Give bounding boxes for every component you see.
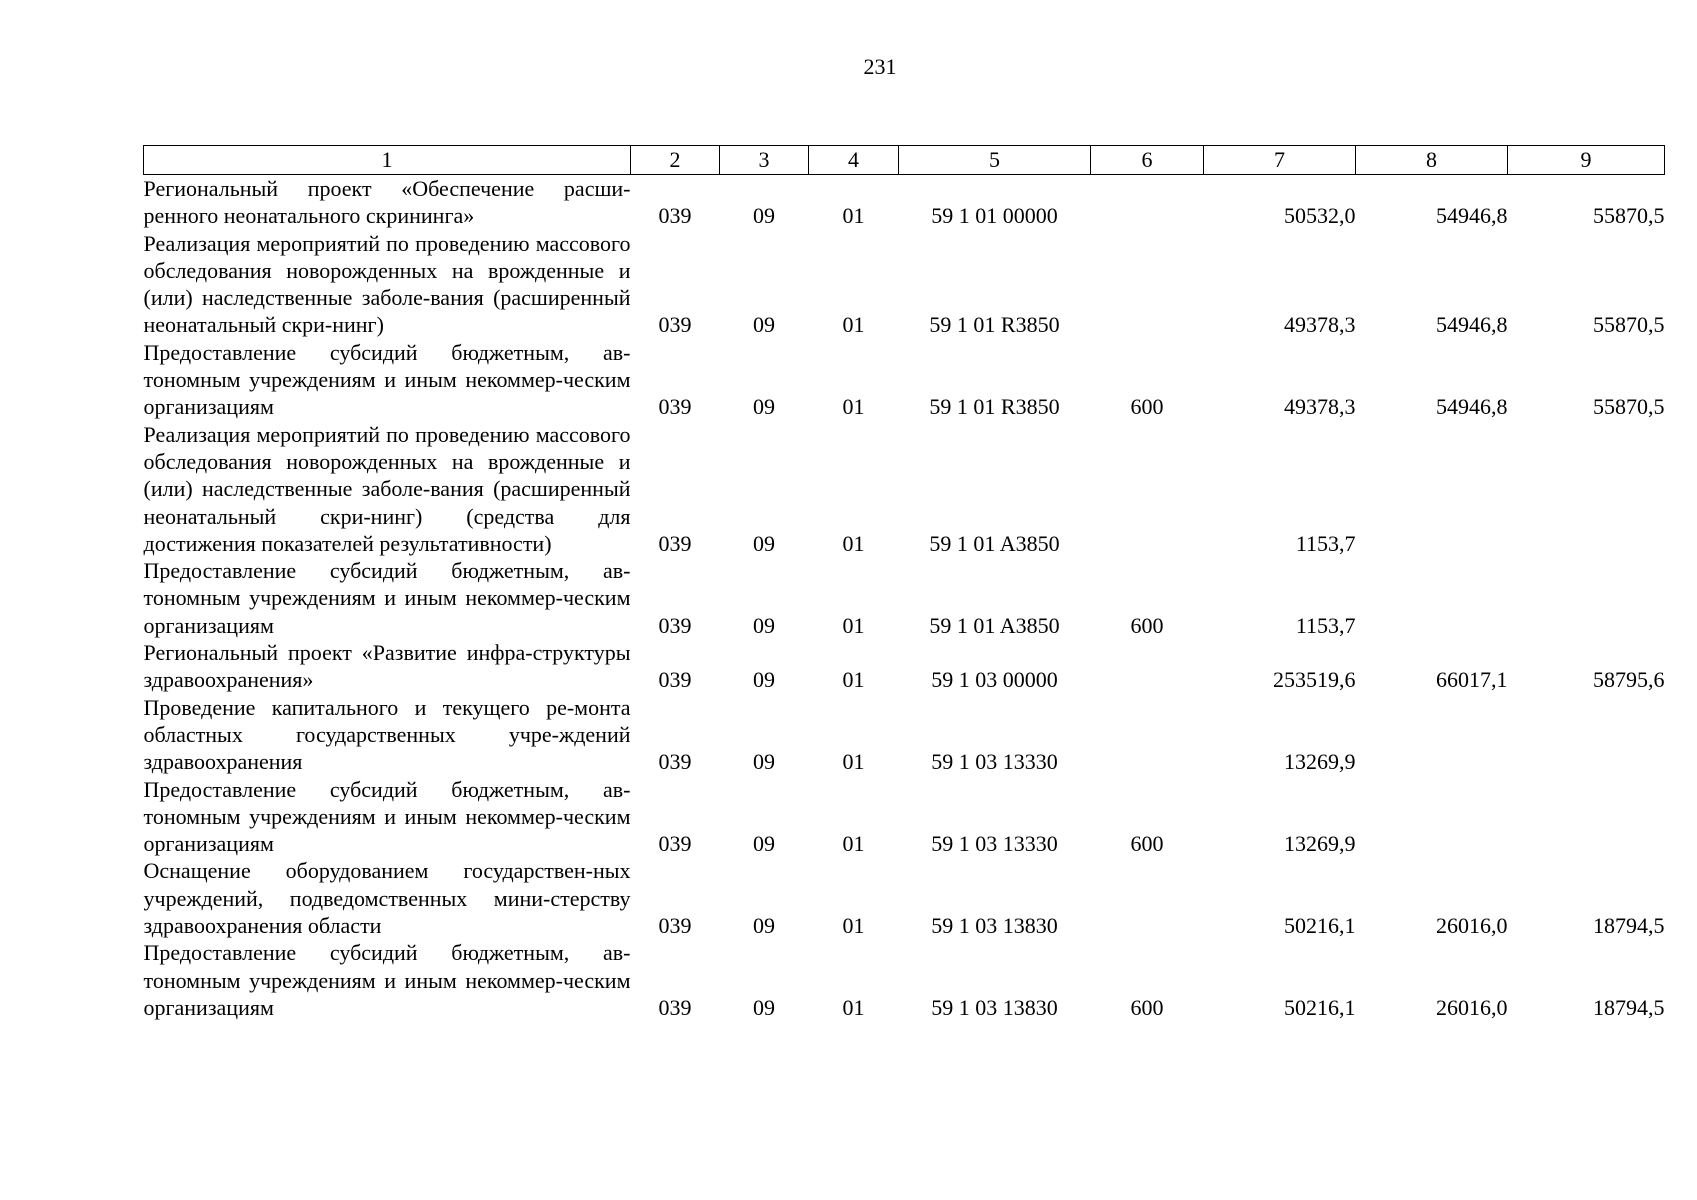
- row-col-8: 66017,1: [1436, 667, 1508, 693]
- row-col-3: 09: [753, 667, 775, 693]
- table-row: [144, 776, 1665, 858]
- row-description: Региональный проект «Обеспечение расши-ренного неонатального скрининга»: [143, 176, 631, 229]
- row-col-7: 13269,9: [1284, 831, 1356, 857]
- row-col-9: 55870,5: [1593, 312, 1665, 338]
- row-col-7: 50216,1: [1284, 994, 1356, 1020]
- row-col-6: [1091, 421, 1204, 557]
- row-col-5: 59 1 03 13830: [931, 913, 1058, 939]
- table-row: [144, 421, 1665, 557]
- row-description: Предоставление субсидий бюджетным, ав-тономным учреждениям и иным некоммер-ческим организациям: [143, 776, 631, 857]
- row-col-7: 13269,9: [1284, 749, 1356, 775]
- row-col-2: 039: [658, 312, 692, 338]
- row-col-2: 039: [658, 530, 692, 556]
- table-body: [144, 175, 1665, 1022]
- row-description: Предоставление субсидий бюджетным, ав-тономным учреждениям и иным некоммер-ческим организациям: [143, 940, 631, 1020]
- row-col-9: 55870,5: [1593, 203, 1665, 229]
- row-col-8: [1356, 421, 1508, 557]
- row-col-4: 01: [842, 394, 865, 420]
- row-description: Реализация мероприятий по проведению массового обследования новорожденных на врожденные и (или) наследственные заболе-вания (расширенный неонатальный скри-нинг) (средства для достижения показателей результативности): [143, 421, 631, 556]
- row-col-7: 253519,6: [1273, 667, 1356, 693]
- row-col-6: [1091, 639, 1204, 694]
- row-description: Предоставление субсидий бюджетным, ав-тономным учреждениям и иным некоммер-ческим организациям: [143, 558, 631, 638]
- row-description: Региональный проект «Развитие инфра-структуры здравоохранения»: [143, 640, 631, 693]
- row-col-5: 59 1 01 A3850: [929, 612, 1060, 638]
- row-col-6: 600: [1130, 831, 1164, 857]
- row-col-2: 039: [658, 667, 692, 693]
- row-col-7: 49378,3: [1284, 394, 1356, 420]
- page-number: 231: [863, 54, 897, 79]
- row-description: Предоставление субсидий бюджетным, ав-тономным учреждениям и иным некоммер-ческим организациям: [143, 339, 631, 420]
- table-header: [144, 146, 1665, 175]
- row-col-8: [1356, 694, 1508, 776]
- row-col-2: 039: [658, 831, 692, 857]
- row-col-7: 50216,1: [1284, 913, 1356, 939]
- header-col-8: 8: [1356, 146, 1508, 175]
- row-col-4: 01: [842, 312, 865, 338]
- row-col-6: [1091, 694, 1204, 776]
- row-col-7: 50532,0: [1284, 203, 1356, 229]
- row-col-3: 09: [753, 994, 775, 1020]
- header-col-4: 4: [809, 146, 899, 175]
- table-row: [144, 230, 1665, 339]
- table-row: [144, 694, 1665, 776]
- budget-table: [143, 145, 1665, 1021]
- row-col-2: 039: [658, 612, 692, 638]
- row-col-9: [1508, 776, 1665, 858]
- row-description: Оснащение оборудованием государствен-ных учреждений, подведомственных мини-стерству здравоохранения области: [143, 858, 631, 939]
- row-col-5: 59 1 01 A3850: [929, 530, 1060, 556]
- header-col-6: 6: [1091, 146, 1204, 175]
- row-col-6: 600: [1130, 612, 1164, 638]
- row-col-6: 600: [1130, 394, 1164, 420]
- header-row: [144, 146, 1665, 175]
- header-col-7: 7: [1204, 146, 1356, 175]
- row-col-4: 01: [842, 749, 865, 775]
- row-col-8: [1356, 557, 1508, 639]
- row-col-8: 54946,8: [1436, 203, 1508, 229]
- row-col-5: 59 1 01 R3850: [929, 394, 1060, 420]
- row-col-2: 039: [658, 913, 692, 939]
- table-row: [144, 639, 1665, 694]
- row-col-8: 54946,8: [1436, 394, 1508, 420]
- header-col-1: 1: [144, 146, 631, 175]
- header-col-5: 5: [899, 146, 1091, 175]
- table-row: [144, 175, 1665, 230]
- table-row: [144, 557, 1665, 639]
- row-col-4: 01: [842, 203, 865, 229]
- row-col-6: [1091, 230, 1204, 339]
- row-description: Реализация мероприятий по проведению массового обследования новорожденных на врожденные и (или) наследственные заболе-вания (расширенный неонатальный скри-нинг): [143, 230, 631, 338]
- row-col-7: 49378,3: [1284, 312, 1356, 338]
- row-col-5: 59 1 03 13330: [931, 749, 1058, 775]
- header-col-9: 9: [1508, 146, 1665, 175]
- row-col-2: 039: [658, 749, 692, 775]
- row-col-4: 01: [842, 530, 865, 556]
- row-col-6: [1091, 175, 1204, 230]
- row-col-2: 039: [658, 394, 692, 420]
- row-col-4: 01: [842, 612, 865, 638]
- row-col-3: 09: [753, 913, 775, 939]
- row-col-4: 01: [842, 831, 865, 857]
- row-col-3: 09: [753, 530, 775, 556]
- header-col-3: 3: [720, 146, 809, 175]
- row-col-9: [1508, 421, 1665, 557]
- row-col-3: 09: [753, 831, 775, 857]
- row-col-3: 09: [753, 612, 775, 638]
- row-col-7: 1153,7: [1295, 530, 1356, 556]
- row-col-3: 09: [753, 749, 775, 775]
- row-description: Проведение капитального и текущего ре-монта областных государственных учре-ждений здравоохранения: [143, 694, 631, 775]
- row-col-3: 09: [753, 203, 775, 229]
- row-col-5: 59 1 01 R3850: [929, 312, 1060, 338]
- row-col-2: 039: [658, 994, 692, 1020]
- row-col-8: 26016,0: [1436, 994, 1508, 1020]
- row-col-8: 26016,0: [1436, 913, 1508, 939]
- row-col-9: 55870,5: [1593, 394, 1665, 420]
- row-col-5: 59 1 03 00000: [931, 667, 1058, 693]
- row-col-4: 01: [842, 994, 865, 1020]
- table-row: [144, 939, 1665, 1021]
- row-col-6: [1091, 857, 1204, 939]
- row-col-4: 01: [842, 667, 865, 693]
- row-col-9: [1508, 557, 1665, 639]
- row-col-3: 09: [753, 394, 775, 420]
- table-row: [144, 857, 1665, 939]
- row-col-7: 1153,7: [1295, 612, 1356, 638]
- row-col-8: 54946,8: [1436, 312, 1508, 338]
- row-col-6: 600: [1130, 994, 1164, 1020]
- row-col-3: 09: [753, 312, 775, 338]
- header-col-2: 2: [631, 146, 720, 175]
- table-row: [144, 339, 1665, 421]
- row-col-5: 59 1 03 13330: [931, 831, 1058, 857]
- row-col-9: 18794,5: [1593, 913, 1665, 939]
- row-col-9: [1508, 694, 1665, 776]
- row-col-4: 01: [842, 913, 865, 939]
- row-col-8: [1356, 776, 1508, 858]
- row-col-5: 59 1 01 00000: [931, 203, 1058, 229]
- row-col-2: 039: [658, 203, 692, 229]
- row-col-9: 58795,6: [1593, 667, 1665, 693]
- row-col-9: 18794,5: [1593, 994, 1665, 1020]
- row-col-5: 59 1 03 13830: [931, 994, 1058, 1020]
